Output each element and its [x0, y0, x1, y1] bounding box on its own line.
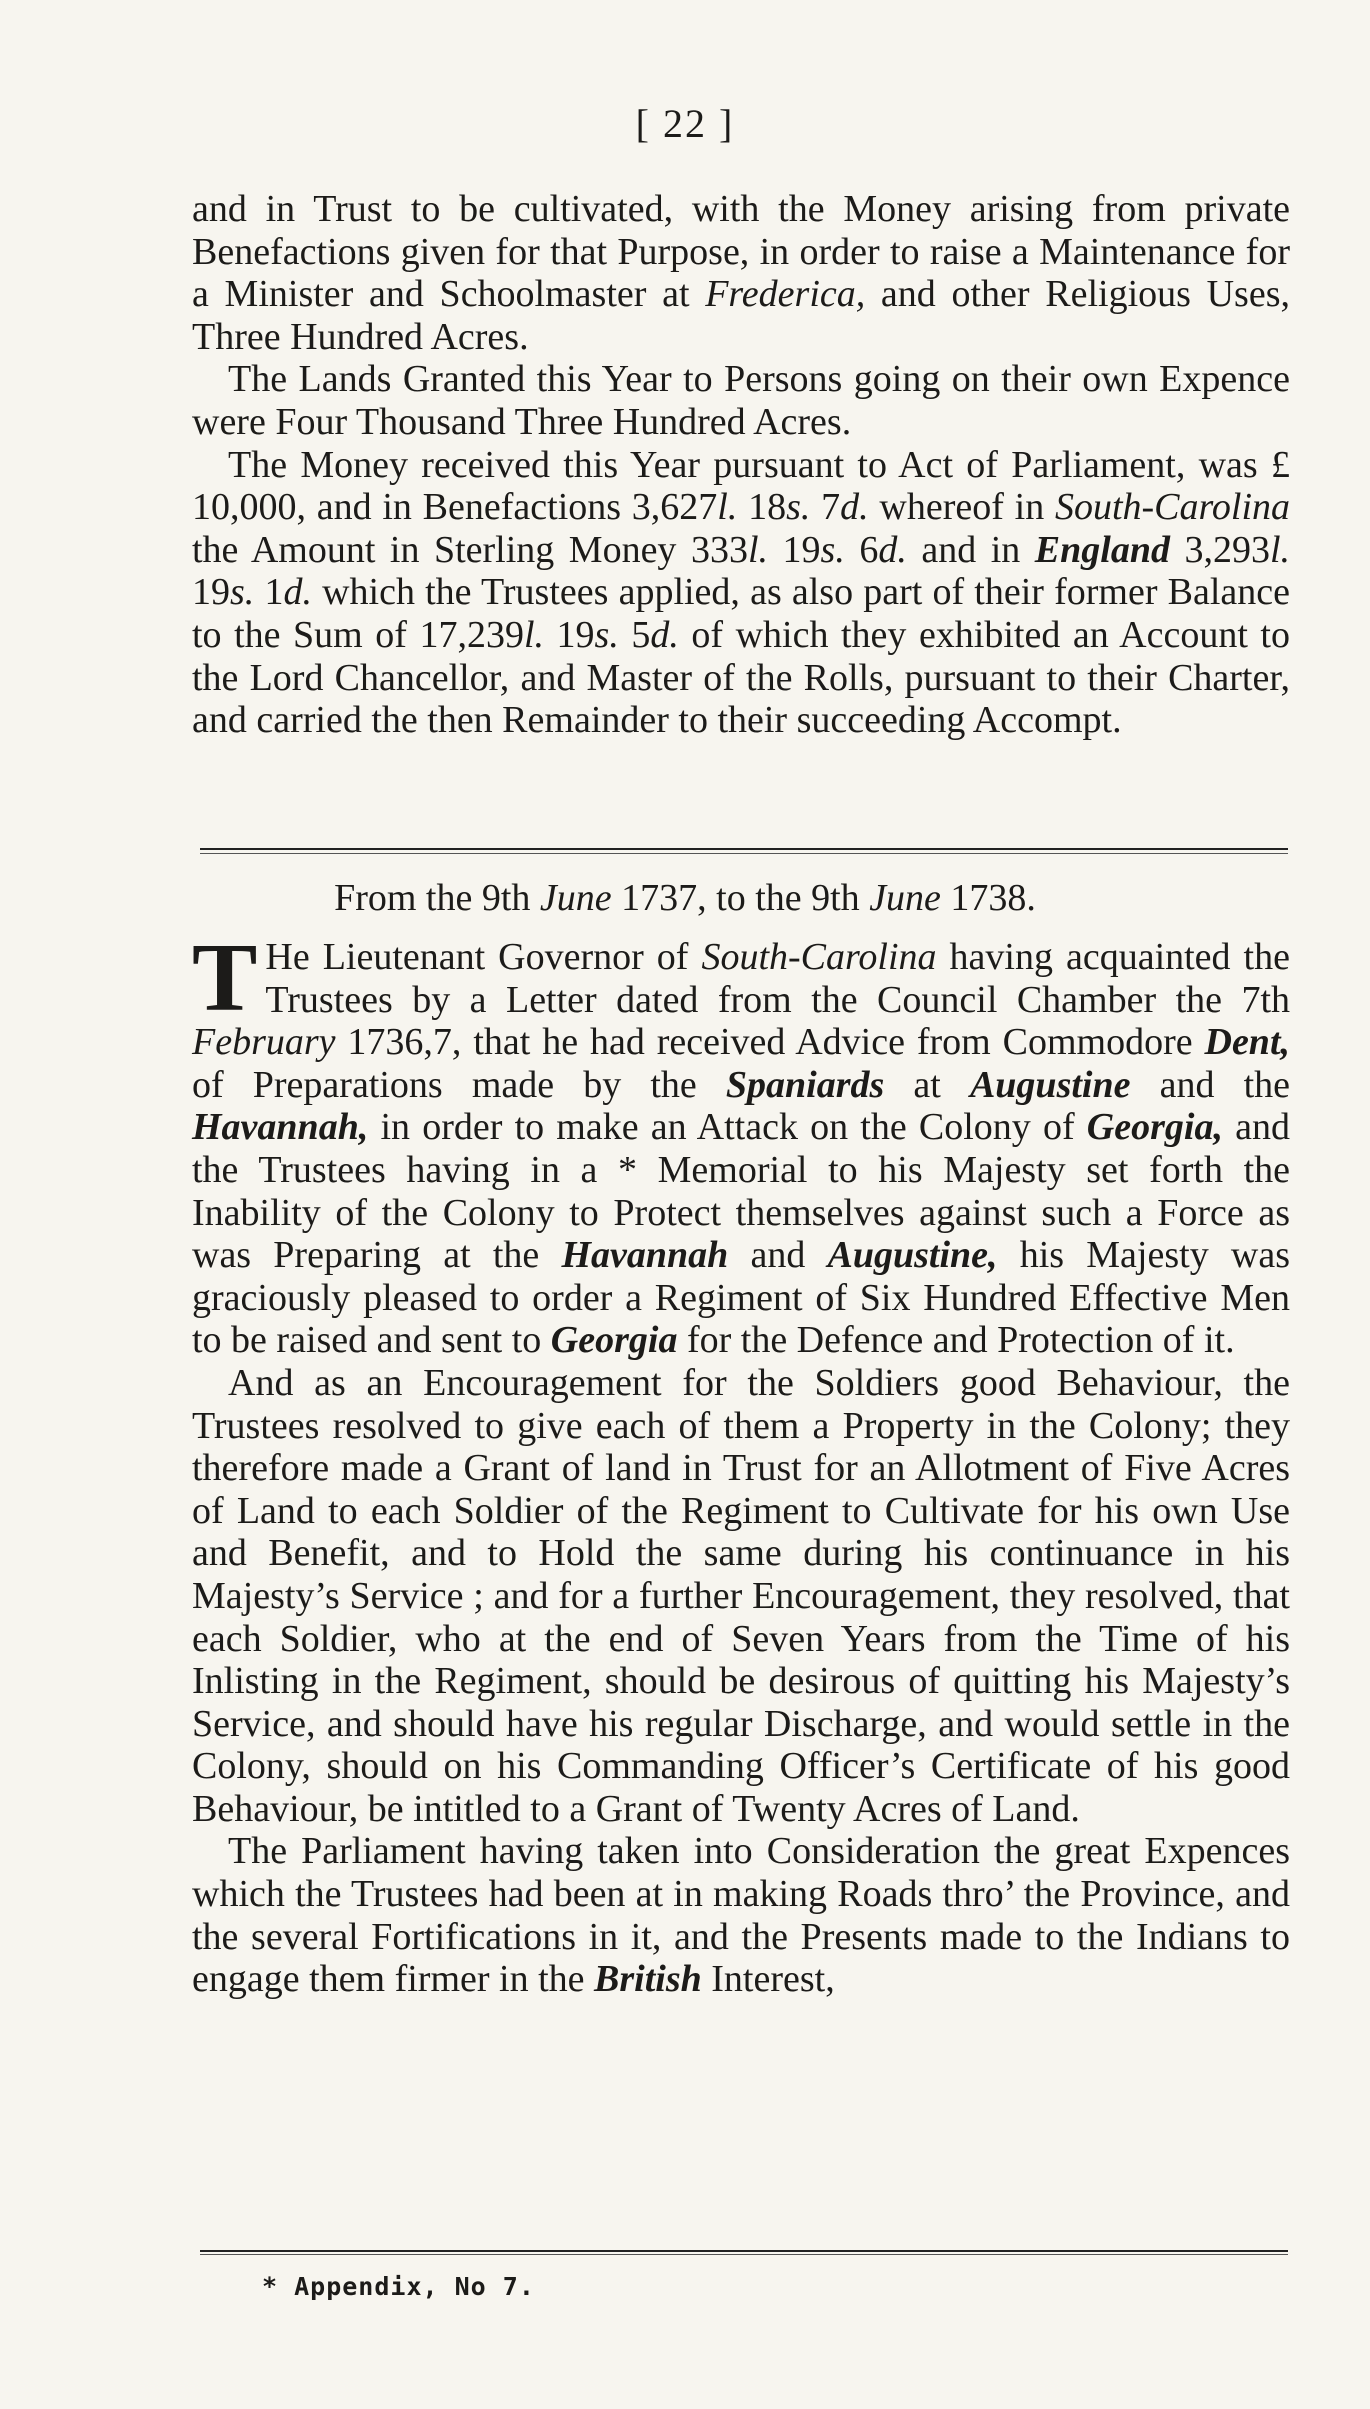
paragraph-frederica-grant: and in Trust to be cultivated, with the Money arising from private Benefactions given for that Purpose, in order to raise a Maintenance for a Minister and Schoolmaster at Frederica, and other Religious Uses, Three Hundred Acres.	[192, 188, 1290, 358]
paragraph-lieutenant-governor: T He Lieutenant Governor of South-Carolina having acquainted the Trustees by a Letter dated from the Council Chamber the 7th February 1736,7, that he had received Advice from Commodore Dent, of Preparations made by the Spaniards at Augustine and the Havannah, in order to make an Attack on the Colony of Georgia, and the Trustees having in a * Memorial to his Majesty set forth the Inability of the Colony to Protect themselves against such a Force as was Preparing at the Havannah and Augustine, his Majesty was graciously pleased to order a Regiment of Six Hundred Effective Men to be raised and sent to Georgia for the Defence and Protection of it.	[192, 924, 1291, 1362]
page-number: [ 22 ]	[635, 101, 735, 146]
section-2-text	[192, 924, 1291, 2001]
section-1-text	[192, 188, 1290, 742]
paragraph-parliament: The Parliament having taken into Consideration the great Expences which the Trustees had been at in making Roads thro’ the Province, and the several Fortifications in it, and the Presents made to the Indians to engage them firmer in the British Interest,	[192, 1830, 1290, 2001]
drop-cap: T	[192, 924, 258, 1032]
section-divider	[200, 848, 1288, 854]
paragraph-lands-granted: The Lands Granted this Year to Persons going on their own Expence were Four Thousand Three Hundred Acres.	[192, 358, 1290, 443]
paragraph-soldiers-encouragement: And as an Encouragement for the Soldiers good Behaviour, the Trustees resolved to give each of them a Property in the Colony; they therefore made a Grant of land in Trust for an Allotment of Five Acres of Land to each Soldier of the Regiment to Cultivate for his own Use and Benefit, and to Hold the same during his continuance in his Majesty’s Service ; and for a further Encouragement, they resolved, that each Soldier, who at the end of Seven Years from the Time of his Inlisting in the Regiment, should be desirous of quitting his Majesty’s Service, and should have his regular Discharge, and would settle in the Colony, should on his Commanding Officer’s Certificate of his good Behaviour, be intitled to a Grant of Twenty Acres of Land.	[192, 1361, 1290, 1830]
paragraph-money-received: The Money received this Year pursuant to Act of Parliament, was £ 10,000, and in Benefactions 3,627l. 18s. 7d. whereof in South-Carolina the Amount in Sterling Money 333l. 19s. 6d. and in England 3,293l. 19s. 1d. which the Trustees applied, as also part of their former Balance to the Sum of 17,239l. 19s. 5d. of which they exhibited an Account to the Lord Chancellor, and Master of the Rolls, pursuant to their Charter, and carried the then Remainder to their succeeding Accompt.	[192, 443, 1291, 742]
footnote: * Appendix, No 7.	[262, 2272, 535, 2301]
section-heading: From the 9th June 1737, to the 9th June 1738.	[334, 877, 1036, 919]
footnote-divider	[200, 2250, 1288, 2255]
